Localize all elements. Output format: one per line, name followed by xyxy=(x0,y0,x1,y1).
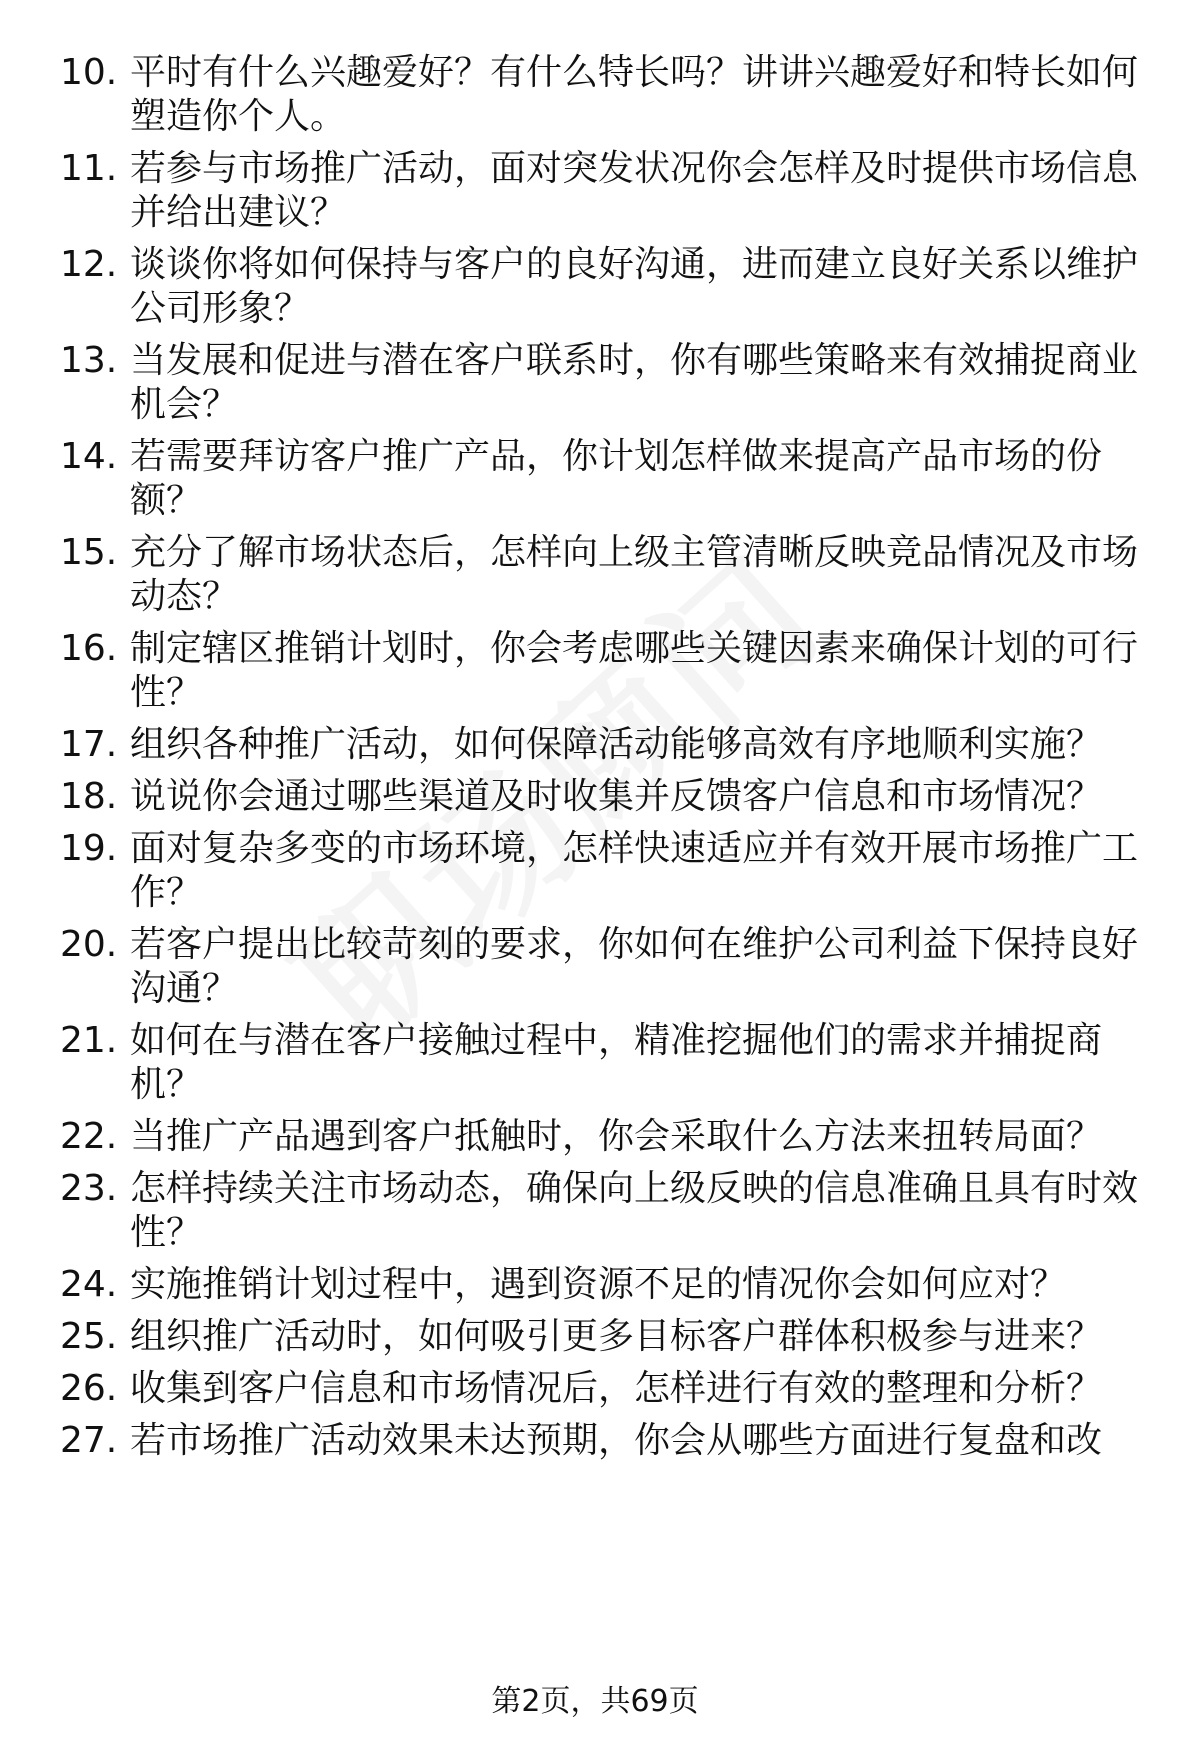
question-text-line: 公司形象？ xyxy=(130,288,311,329)
question-text-line: 额？ xyxy=(130,480,203,521)
question-item xyxy=(60,1315,1150,1359)
question-text-line: 谈谈你将如何保持与客户的良好沟通，进而建立良好关系以维护 xyxy=(130,244,1139,285)
question-text-line: 收集到客户信息和市场情况后，怎样进行有效的整理和分析？ xyxy=(130,1368,1103,1409)
question-text-line: 说说你会通过哪些渠道及时收集并反馈客户信息和市场情况？ xyxy=(130,776,1103,817)
question-text-line: 若参与市场推广活动，面对突发状况你会怎样及时提供市场信息 xyxy=(130,148,1139,189)
question-item xyxy=(60,1367,1150,1411)
question-text-line: 若需要拜访客户推广产品，你计划怎样做来提高产品市场的份 xyxy=(130,436,1103,477)
question-text-line: 若市场推广活动效果未达预期，你会从哪些方面进行复盘和改 xyxy=(130,1420,1103,1461)
question-item xyxy=(60,243,1150,331)
question-number: 24. xyxy=(60,1264,118,1305)
question-number: 11. xyxy=(60,148,118,189)
question-number: 23. xyxy=(60,1168,118,1209)
question-number: 18. xyxy=(60,776,118,817)
question-number: 20. xyxy=(60,924,118,965)
question-number: 15. xyxy=(60,532,118,573)
question-number: 26. xyxy=(60,1368,118,1409)
question-item xyxy=(60,827,1150,915)
question-item xyxy=(60,1263,1150,1307)
question-item xyxy=(60,147,1150,235)
question-text-line: 实施推销计划过程中，遇到资源不足的情况你会如何应对？ xyxy=(130,1264,1067,1305)
question-number: 25. xyxy=(60,1316,118,1357)
question-text-line: 组织推广活动时，如何吸引更多目标客户群体积极参与进来？ xyxy=(130,1316,1103,1357)
question-item xyxy=(60,1419,1150,1463)
question-item xyxy=(60,775,1150,819)
question-text-line: 作？ xyxy=(130,872,203,913)
question-number: 21. xyxy=(60,1020,118,1061)
question-item xyxy=(60,627,1150,715)
page-number: 第2页，共69页 xyxy=(491,1684,699,1719)
question-text-line: 沟通？ xyxy=(130,968,239,1009)
question-text-line: 如何在与潜在客户接触过程中，精准挖掘他们的需求并捕捉商 xyxy=(130,1020,1103,1061)
question-item xyxy=(60,435,1150,523)
question-number: 19. xyxy=(60,828,118,869)
question-text-line: 怎样持续关注市场动态，确保向上级反映的信息准确且具有时效 xyxy=(130,1168,1139,1209)
question-number: 12. xyxy=(60,244,118,285)
question-text-line: 制定辖区推销计划时，你会考虑哪些关键因素来确保计划的可行 xyxy=(130,628,1139,669)
question-text-line: 机？ xyxy=(130,1064,203,1105)
question-item xyxy=(60,923,1150,1011)
question-text-line: 并给出建议？ xyxy=(130,192,347,233)
question-item xyxy=(60,531,1150,619)
question-number: 17. xyxy=(60,724,118,765)
question-number: 27. xyxy=(60,1420,118,1461)
question-text-line: 动态？ xyxy=(130,576,239,617)
question-number: 16. xyxy=(60,628,118,669)
question-number: 22. xyxy=(60,1116,118,1157)
question-item xyxy=(60,51,1150,139)
question-text-line: 充分了解市场状态后，怎样向上级主管清晰反映竞品情况及市场 xyxy=(130,532,1139,573)
question-number: 14. xyxy=(60,436,118,477)
question-number: 13. xyxy=(60,340,118,381)
question-text-line: 组织各种推广活动，如何保障活动能够高效有序地顺利实施？ xyxy=(130,724,1103,765)
question-text-line: 当推广产品遇到客户抵触时，你会采取什么方法来扭转局面？ xyxy=(130,1116,1103,1157)
question-text-line: 性？ xyxy=(130,1212,203,1253)
question-text-line: 面对复杂多变的市场环境，怎样快速适应并有效开展市场推广工 xyxy=(130,828,1139,869)
question-item xyxy=(60,1019,1150,1107)
question-text-line: 当发展和促进与潜在客户联系时，你有哪些策略来有效捕捉商业 xyxy=(130,340,1139,381)
question-text-line: 若客户提出比较苛刻的要求，你如何在维护公司利益下保持良好 xyxy=(130,924,1139,965)
question-text-line: 塑造你个人。 xyxy=(130,96,347,137)
question-number: 10. xyxy=(60,52,118,93)
question-text-line: 性？ xyxy=(130,672,203,713)
question-item xyxy=(60,1167,1150,1255)
question-item xyxy=(60,1115,1150,1159)
question-item xyxy=(60,339,1150,427)
question-item xyxy=(60,723,1150,767)
question-text-line: 机会？ xyxy=(130,384,239,425)
question-text-line: 平时有什么兴趣爱好？有什么特长吗？讲讲兴趣爱好和特长如何 xyxy=(130,52,1139,93)
